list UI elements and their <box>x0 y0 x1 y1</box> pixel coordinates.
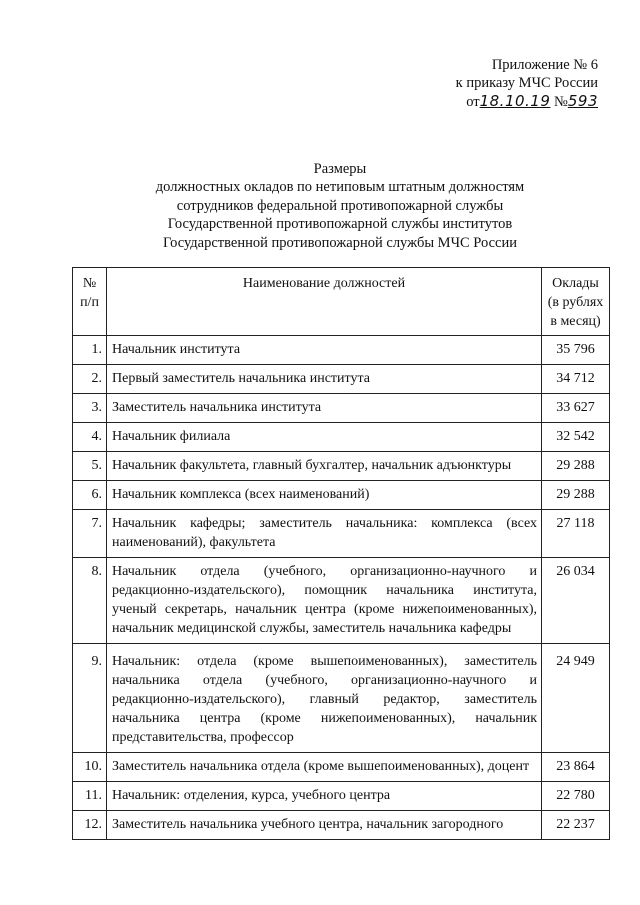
row-num: 8. <box>73 558 107 644</box>
row-salary: 29 288 <box>542 452 610 481</box>
table-row <box>73 394 610 423</box>
table-row <box>73 753 610 782</box>
header-num: № п/п <box>73 268 107 336</box>
salary-table <box>72 267 610 840</box>
table-row <box>73 510 610 558</box>
table-header-row <box>73 268 610 336</box>
row-name: Первый заместитель начальника института <box>107 365 542 394</box>
row-num: 1. <box>73 336 107 365</box>
annex-header <box>378 56 598 111</box>
row-name: Начальник комплекса (всех наименований) <box>107 481 542 510</box>
table-row <box>73 644 610 753</box>
title-line-1: Размеры <box>313 161 367 177</box>
row-salary: 34 712 <box>542 365 610 394</box>
annex-order-ref: к приказу МЧС России <box>455 75 598 91</box>
row-name: Заместитель начальника института <box>107 394 542 423</box>
table-row <box>73 365 610 394</box>
annex-date-number <box>378 92 598 111</box>
row-salary: 35 796 <box>542 336 610 365</box>
header-salary: Оклады (в рублях в месяц) <box>542 268 610 336</box>
table-row <box>73 558 610 644</box>
row-name: Заместитель начальника отдела (кроме вышепоименованных), доцент <box>107 753 542 782</box>
table-row <box>73 423 610 452</box>
annex-number-label: № <box>554 94 568 110</box>
annex-number: 593 <box>567 92 598 110</box>
row-salary: 29 288 <box>542 481 610 510</box>
row-num: 9. <box>73 644 107 753</box>
row-num: 12. <box>73 811 107 840</box>
row-num: 2. <box>73 365 107 394</box>
row-name: Заместитель начальника учебного центра, начальник загородного <box>107 811 542 840</box>
row-name: Начальник факультета, главный бухгалтер, начальник адъюнктуры <box>107 452 542 481</box>
row-num: 7. <box>73 510 107 558</box>
annex-date: 18.10.19 <box>479 92 551 110</box>
row-num: 5. <box>73 452 107 481</box>
title-line-3: сотрудников федеральной противопожарной службы <box>176 197 504 214</box>
row-name: Начальник: отделения, курса, учебного центра <box>107 782 542 811</box>
annex-title: Приложение № 6 <box>491 57 598 73</box>
row-name: Начальник филиала <box>107 423 542 452</box>
document-title <box>110 160 570 252</box>
row-num: 10. <box>73 753 107 782</box>
row-name: Начальник: отдела (кроме вышепоименованных), заместитель начальника отдела (учебного, организационно-научного и редакционно-издательского), главный редактор, заместитель начальника центра (кроме нижепоименованных), начальник представительства, профессор <box>107 644 542 753</box>
title-line-2: должностных окладов по нетиповым штатным должностям <box>155 179 525 196</box>
annex-from-label: от <box>466 94 480 110</box>
table-row <box>73 481 610 510</box>
row-name: Начальник кафедры; заместитель начальника: комплекса (всех наименований), факультета <box>107 510 542 558</box>
row-salary: 22 237 <box>542 811 610 840</box>
row-salary: 26 034 <box>542 558 610 644</box>
row-salary: 33 627 <box>542 394 610 423</box>
row-salary: 27 118 <box>542 510 610 558</box>
row-salary: 23 864 <box>542 753 610 782</box>
table-row <box>73 452 610 481</box>
row-name: Начальник отдела (учебного, организационно-научного и редакционно-издательского), помощник начальника института, ученый секретарь, начальник центра (кроме нижепоименованных), начальник медицинской службы, заместитель начальника кафедры <box>107 558 542 644</box>
table-row <box>73 782 610 811</box>
row-num: 4. <box>73 423 107 452</box>
table-row <box>73 811 610 840</box>
row-num: 3. <box>73 394 107 423</box>
header-name: Наименование должностей <box>107 268 542 336</box>
row-num: 6. <box>73 481 107 510</box>
row-salary: 24 949 <box>542 644 610 753</box>
row-salary: 22 780 <box>542 782 610 811</box>
row-num: 11. <box>73 782 107 811</box>
row-salary: 32 542 <box>542 423 610 452</box>
row-name: Начальник института <box>107 336 542 365</box>
title-line-4: Государственной противопожарной службы институтов <box>167 216 513 233</box>
table-row <box>73 336 610 365</box>
title-line-5: Государственной противопожарной службы МЧС России <box>162 234 518 251</box>
